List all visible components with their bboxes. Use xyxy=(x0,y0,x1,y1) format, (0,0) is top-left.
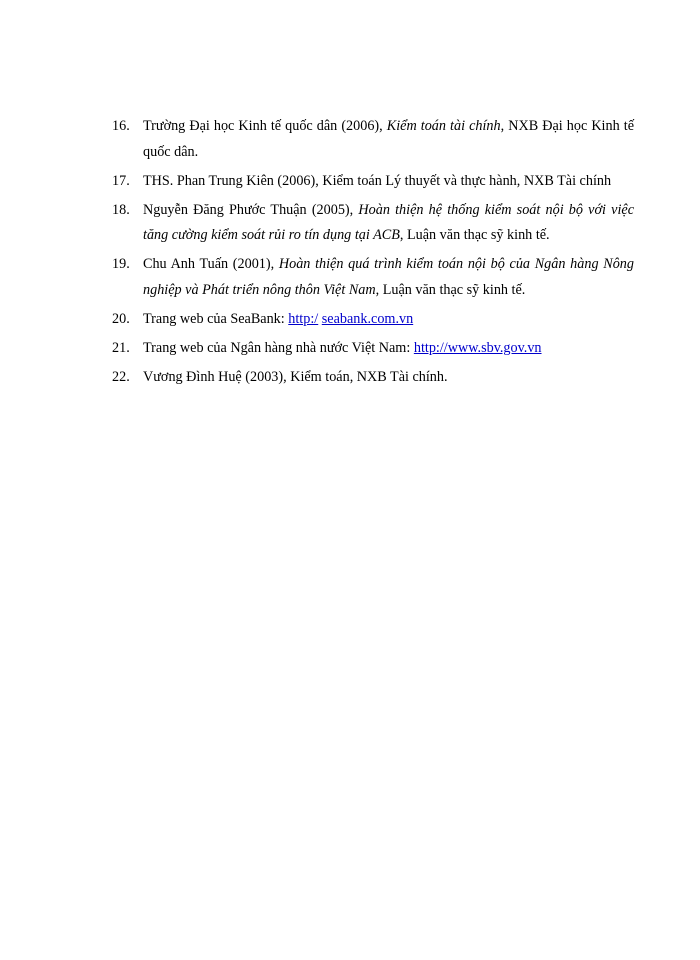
reference-text xyxy=(143,336,634,362)
reference-label: Trang web của SeaBank: xyxy=(143,310,289,327)
sbv-link[interactable]: http://www.sbv.gov.vn xyxy=(413,339,542,356)
reference-item-20 xyxy=(112,307,634,333)
reference-item-22 xyxy=(112,365,634,391)
reference-author: Trường Đại học Kinh tế quốc dân (2006), xyxy=(143,118,387,134)
reference-number: 17. xyxy=(112,172,130,189)
reference-publisher: , NXB Đại học Kinh tế quốc dân. xyxy=(143,118,634,160)
reference-publisher: , Luận văn thạc sỹ kinh tế. xyxy=(375,281,526,298)
reference-text xyxy=(143,252,634,303)
reference-item-16 xyxy=(112,114,634,165)
reference-number: 20. xyxy=(112,310,130,327)
reference-author: Chu Anh Tuấn (2001), xyxy=(143,256,279,272)
reference-item-19 xyxy=(112,252,634,303)
reference-text xyxy=(143,365,634,391)
reference-text xyxy=(143,198,634,249)
reference-text xyxy=(143,169,634,195)
seabank-link[interactable]: seabank.com.vn xyxy=(321,310,414,327)
reference-number: 18. xyxy=(112,201,130,218)
reference-publisher: , Luận văn thạc sỹ kinh tế. xyxy=(399,227,550,243)
reference-number: 21. xyxy=(112,339,130,356)
reference-author: Nguyễn Đăng Phước Thuận (2005), xyxy=(143,201,359,218)
reference-author: Vương Đình Huệ (2003), Kiểm toán, NXB Tài chính. xyxy=(143,368,448,385)
reference-number: 16. xyxy=(112,118,130,134)
reference-title: Hoàn thiện quá trình kiểm toán nội bộ của Ngân hàng Nông nghiệp và Phát triển nông thôn Việt Nam xyxy=(143,256,634,298)
reference-title: Kiểm toán tài chính xyxy=(386,118,501,134)
reference-number: 19. xyxy=(112,256,130,272)
reference-item-17 xyxy=(112,169,634,195)
reference-text xyxy=(143,307,634,333)
reference-title: Hoàn thiện hệ thống kiểm soát nội bộ với việc tăng cường kiểm soát rủi ro tín dụng tại ACB xyxy=(143,201,635,243)
reference-list xyxy=(112,114,634,394)
reference-item-18 xyxy=(112,198,634,249)
seabank-link-prefix[interactable]: http:/ xyxy=(288,310,319,327)
reference-label: Trang web của Ngân hàng nhà nước Việt Nam: xyxy=(143,339,414,356)
reference-number: 22. xyxy=(112,368,130,385)
reference-author: THS. Phan Trung Kiên (2006), Kiểm toán Lý thuyết và thực hành, NXB Tài chính xyxy=(143,172,612,189)
reference-item-21 xyxy=(112,336,634,362)
reference-text xyxy=(143,114,634,165)
